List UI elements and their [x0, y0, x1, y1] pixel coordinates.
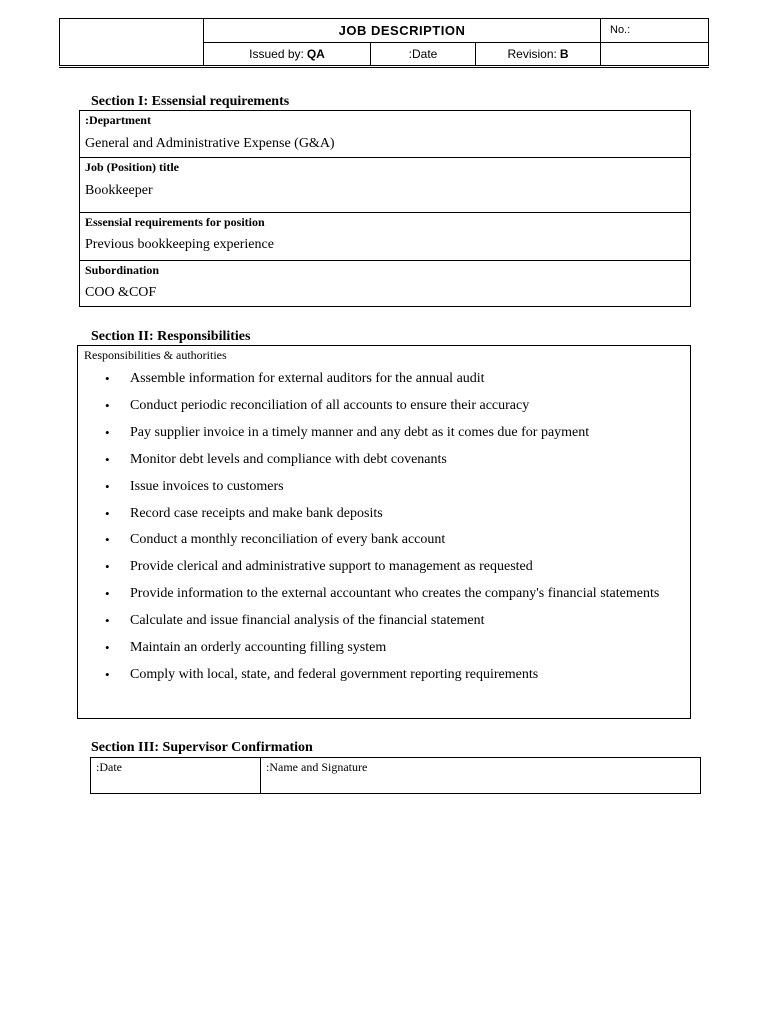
bullet-icon: •: [105, 397, 110, 413]
list-item: • Assemble information for external auditors for the annual audit: [78, 366, 690, 393]
job-title-label: Job (Position) title: [85, 160, 179, 174]
job-title-value: Bookkeeper: [85, 183, 153, 198]
responsibilities-caption: Responsibilities & authorities: [84, 348, 227, 362]
section-2-title: Section II: Responsibilities: [91, 329, 251, 344]
confirmation-name-signature-label: :Name and Signature: [266, 760, 368, 774]
header-blank-cell: [600, 42, 709, 66]
bullet-icon: •: [105, 640, 110, 656]
revision-label: Revision:: [507, 47, 557, 61]
list-item: • Conduct a monthly reconciliation of every bank account: [78, 527, 690, 554]
department-row: [80, 111, 690, 157]
revision-value: B: [559, 47, 569, 61]
document-number-label: No.:: [600, 18, 709, 43]
header-date-label: :Date: [370, 42, 476, 66]
bullet-icon: •: [105, 666, 110, 682]
department-label: :Department: [85, 113, 151, 127]
document-header: [59, 18, 709, 66]
header-divider: [59, 67, 709, 68]
bullet-icon: •: [105, 371, 110, 386]
requirements-label: Essensial requirements for position: [85, 215, 265, 229]
bullet-icon: •: [105, 532, 110, 548]
responsibilities-list: [78, 366, 690, 689]
list-item: • Comply with local, state, and federal government reporting requirements: [78, 662, 690, 689]
logo-cell: [59, 18, 204, 66]
bullet-icon: •: [105, 586, 110, 602]
subordination-label: Subordination: [85, 263, 160, 277]
bullet-icon: •: [105, 613, 110, 629]
confirmation-date-label: :Date: [91, 758, 261, 793]
section-3-title: Section III: Supervisor Confirmation: [91, 740, 313, 755]
section-1-table: [79, 110, 691, 307]
bullet-icon: •: [105, 505, 110, 521]
list-item: • Record case receipts and make bank deposits: [78, 501, 690, 528]
list-item: • Provide clerical and administrative support to management as requested: [78, 554, 690, 581]
section-1-title: Section I: Essensial requirements: [91, 94, 290, 109]
subordination-value: COO &COF: [85, 285, 157, 300]
requirements-row: [80, 212, 690, 260]
issued-by-value: QA: [306, 47, 325, 61]
list-item: • Conduct periodic reconciliation of all accounts to ensure their accuracy: [78, 393, 690, 420]
list-item: • Pay supplier invoice in a timely manner and any debt as it comes due for payment: [78, 420, 690, 447]
supervisor-confirmation-table: [90, 757, 701, 794]
department-value: General and Administrative Expense (G&A): [85, 136, 335, 151]
revision-cell: [475, 42, 601, 66]
issued-by-cell: [203, 42, 371, 66]
list-item: • Calculate and issue financial analysis of the financial statement: [78, 608, 690, 635]
list-item: • Issue invoices to customers: [78, 474, 690, 501]
subordination-row: [80, 260, 690, 306]
list-item: • Maintain an orderly accounting filling system: [78, 635, 690, 662]
issued-by-label: Issued by:: [249, 47, 304, 61]
responsibilities-box: [77, 345, 691, 719]
bullet-icon: •: [105, 478, 110, 494]
bullet-icon: •: [105, 424, 110, 440]
document-title: JOB DESCRIPTION: [203, 18, 601, 43]
job-title-row: [80, 157, 690, 212]
bullet-icon: •: [105, 451, 110, 467]
requirements-value: Previous bookkeeping experience: [85, 237, 274, 252]
list-item: • Provide information to the external accountant who creates the company's financial statements: [78, 581, 690, 608]
bullet-icon: •: [105, 559, 110, 575]
list-item: • Monitor debt levels and compliance with debt covenants: [78, 447, 690, 474]
